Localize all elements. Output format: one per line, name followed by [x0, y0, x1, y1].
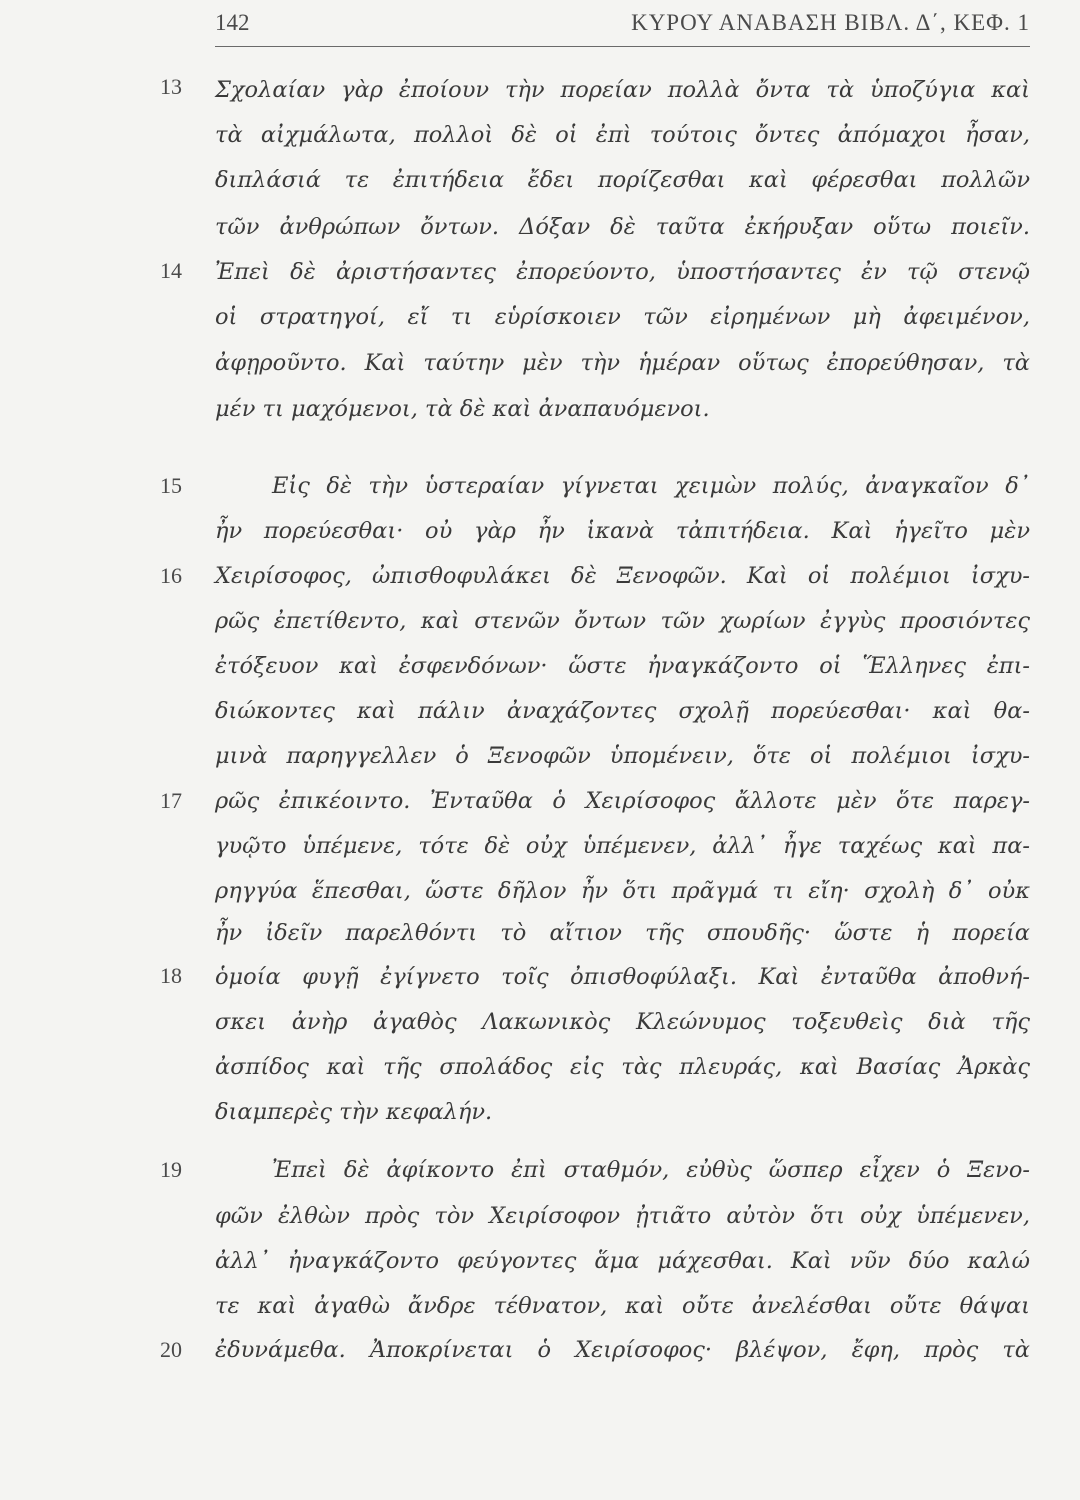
- text-line: τὰ αἰχμάλωτα, πολλοὶ δὲ οἱ ἐπὶ τούτοις ὄντες ἀπόμαχοι ἦσαν,: [215, 122, 1030, 148]
- text-line: ὁμοία φυγῇ ἐγίγνετο τοῖς ὀπισθοφύλαξι. Καὶ ἐνταῦθα ἀποθνή-: [215, 964, 1030, 990]
- text-line: ἀσπίδος καὶ τῆς σπολάδος εἰς τὰς πλευράς, καὶ Βασίας Ἀρκὰς: [215, 1054, 1030, 1080]
- section-number-17: 17: [160, 788, 182, 813]
- text-line: γυῷτο ὑπέμενε, τότε δὲ οὐχ ὑπέμενεν, ἀλλ᾽ ἦγε ταχέως καὶ πα-: [215, 833, 1030, 859]
- text-line: φῶν ἐλθὼν πρὸς τὸν Χειρίσοφον ᾐτιᾶτο αὐτὸν ὅτι οὐχ ὑπέμενεν,: [215, 1203, 1030, 1229]
- section-number-15: 15: [160, 473, 182, 498]
- text-line: σκει ἀνὴρ ἀγαθὸς Λακωνικὸς Κλεώνυμος τοξευθεὶς διὰ τῆς: [215, 1009, 1030, 1035]
- section-number-20: 20: [160, 1337, 182, 1362]
- text-line: τῶν ἀνθρώπων ὄντων. Δόξαν δὲ ταῦτα ἐκήρυξαν οὕτω ποιεῖν.: [215, 214, 1030, 240]
- text-line: διαμπερὲς τὴν κεφαλήν.: [215, 1099, 493, 1125]
- text-line: ρῶς ἐπικέοιντο. Ἐνταῦθα ὁ Χειρίσοφος ἄλλοτε μὲν ὅτε παρεγ-: [215, 788, 1030, 814]
- section-number-14: 14: [160, 258, 182, 283]
- text-line: ἀφῃροῦντο. Καὶ ταύτην μὲν τὴν ἡμέραν οὕτως ἐπορεύθησαν, τὰ: [215, 350, 1030, 376]
- text-line: διπλάσιά τε ἐπιτήδεια ἔδει πορίζεσθαι καὶ φέρεσθαι πολλῶν: [215, 167, 1030, 193]
- text-line: ρῶς ἐπετίθεντο, καὶ στενῶν ὄντων τῶν χωρίων ἐγγὺς προσιόντες: [215, 608, 1030, 634]
- section-number-18: 18: [160, 963, 182, 988]
- text-line: Χειρίσοφος, ὠπισθοφυλάκει δὲ Ξενοφῶν. Καὶ οἱ πολέμιοι ἰσχυ-: [215, 563, 1030, 589]
- text-line: ἦν πορεύεσθαι· οὐ γὰρ ἦν ἱκανὰ τἀπιτήδεια. Καὶ ἡγεῖτο μὲν: [215, 518, 1030, 544]
- text-line: οἱ στρατηγοί, εἴ τι εὑρίσκοιεν τῶν εἰρημένων μὴ ἀφειμένον,: [215, 304, 1030, 330]
- text-line: ἦν ἰδεῖν παρελθόντι τὸ αἴτιον τῆς σπουδῆς· ὥστε ἡ πορεία: [215, 920, 1030, 946]
- text-line: ρηγγύα ἕπεσθαι, ὥστε δῆλον ἦν ὅτι πρᾶγμά τι εἴη· σχολὴ δ᾽ οὐκ: [215, 878, 1030, 904]
- section-number-16: 16: [160, 563, 182, 588]
- section-number-19: 19: [160, 1157, 182, 1182]
- text-line: μινὰ παρηγγελλεν ὁ Ξενοφῶν ὑπομένειν, ὅτε οἱ πολέμιοι ἰσχυ-: [215, 743, 1030, 769]
- text-line: Ἐπεὶ δὲ ἀφίκοντο ἐπὶ σταθμόν, εὐθὺς ὥσπερ εἶχεν ὁ Ξενο-: [272, 1157, 1030, 1183]
- running-head: ΚΥΡΟΥ ΑΝΑΒΑΣΗ ΒΙΒΛ. Δ΄, ΚΕΦ. 1: [631, 10, 1030, 35]
- page-number: 142: [215, 10, 250, 35]
- text-line: διώκοντες καὶ πάλιν ἀναχάζοντες σχολῇ πορεύεσθαι· καὶ θα-: [215, 698, 1030, 724]
- text-line: Σχολαίαν γὰρ ἐποίουν τὴν πορείαν πολλὰ ὄντα τὰ ὑποζύγια καὶ: [215, 77, 1030, 103]
- text-line: μέν τι μαχόμενοι, τὰ δὲ καὶ ἀναπαυόμενοι.: [215, 396, 710, 422]
- page-header: [215, 8, 1030, 47]
- text-line: ἐτόξευον καὶ ἐσφενδόνων· ὥστε ἠναγκάζοντο οἱ Ἕλληνες ἐπι-: [215, 653, 1030, 679]
- section-number-13: 13: [160, 74, 182, 99]
- text-line: τε καὶ ἀγαθὼ ἄνδρε τέθνατον, καὶ οὔτε ἀνελέσθαι οὔτε θάψαι: [215, 1293, 1030, 1319]
- text-line: Εἰς δὲ τὴν ὑστεραίαν γίγνεται χειμὼν πολύς, ἀναγκαῖον δ᾽: [272, 473, 1030, 499]
- text-line: ἀλλ᾽ ἠναγκάζοντο φεύγοντες ἅμα μάχεσθαι. Καὶ νῦν δύο καλώ: [215, 1248, 1030, 1274]
- text-line: ἐδυνάμεθα. Ἀποκρίνεται ὁ Χειρίσοφος· βλέψον, ἔφη, πρὸς τὰ: [215, 1337, 1030, 1363]
- text-line: Ἐπεὶ δὲ ἀριστήσαντες ἐπορεύοντο, ὑποστήσαντες ἐν τῷ στενῷ: [215, 259, 1030, 285]
